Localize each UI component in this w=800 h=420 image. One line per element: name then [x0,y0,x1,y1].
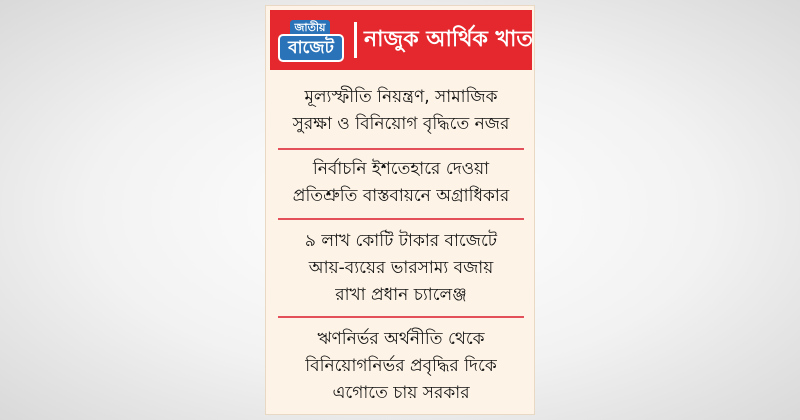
point-2-line-1: নির্বাচনি ইশতেহারে দেওয়া [312,159,490,179]
separator-1 [278,148,524,150]
point-1-line-1: মূল্যস্ফীতি নিয়ন্ত্রণ, সামাজিক [304,87,498,107]
logo-main-label: বাজেট [278,34,344,62]
point-3-line-3: রাখা প্রধান চ্যালেঞ্জ [335,285,467,305]
point-1 [270,84,532,138]
budget-logo [276,16,346,64]
point-3-line-1: ৯ লাখ কোটি টাকার বাজেটে [304,231,498,251]
point-4 [270,326,532,407]
point-4-line-1: ঋণনির্ভর অর্থনীতি থেকে [317,329,485,349]
point-3-line-2: আয়-ব্যয়ের ভারসাম্য বজায় [308,258,494,278]
info-card [265,5,535,415]
point-3 [270,228,532,309]
point-4-line-3: এগোতে চায় সরকার [332,383,470,403]
point-2-line-2: প্রতিশ্রুতি বাস্তবায়নে অগ্রাধিকার [292,186,510,206]
card-header [270,10,532,70]
separator-3 [278,316,524,318]
point-2 [270,156,532,210]
header-divider [354,22,357,58]
separator-2 [278,218,524,220]
card-title: নাজুক আর্থিক খাত [364,27,533,52]
point-1-line-2: সুরক্ষা ও বিনিয়োগ বৃদ্ধিতে নজর [292,114,510,134]
point-4-line-2: বিনিয়োগনির্ভর প্রবৃদ্ধির দিকে [305,356,497,376]
logo-top-label: জাতীয় [290,20,330,36]
